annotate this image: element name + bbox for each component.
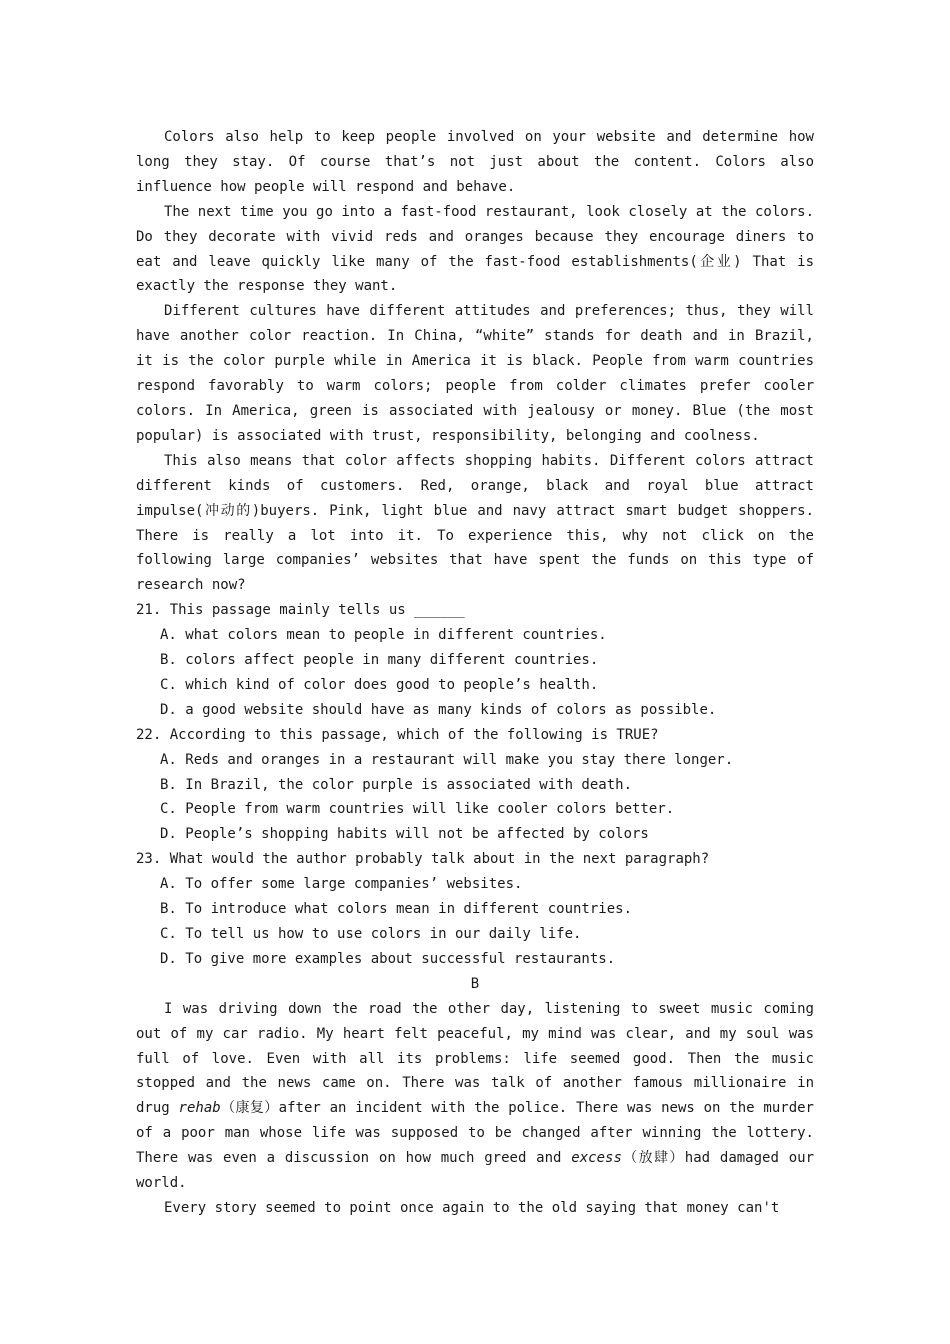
- question-stem: 23. What would the author probably talk about in the next paragraph?: [136, 851, 710, 868]
- question-option: C. People from warm countries will like cooler colors better.: [160, 801, 675, 818]
- question-option: B. colors affect people in many different countries.: [160, 652, 599, 669]
- question-option: A. what colors mean to people in different countries.: [160, 627, 607, 644]
- passage-a-paragraph: The next time you go into a fast-food restaurant, look closely at the colors. Do they decorate with vivid reds and oranges because they encourage diners to eat and leave quickly like many of the fast-food establishments(企业) That is exactly the response they want.: [136, 203, 814, 295]
- question-22: [136, 723, 814, 848]
- question-stem: 21. This passage mainly tells us ______: [136, 602, 465, 619]
- section-heading-b: B: [470, 975, 480, 992]
- passage-a-paragraph: Colors also help to keep people involved on your website and determine how long they stay. Of course that’s not just about the content. Colors also influence how people will respond and behave.: [136, 129, 814, 195]
- passage-b-text: （放肆）had damaged our world.: [136, 1150, 815, 1192]
- question-option: B. In Brazil, the color purple is associated with death.: [160, 776, 633, 793]
- question-option: A. To offer some large companies’ websites.: [160, 876, 523, 893]
- passage-a-paragraph: Different cultures have different attitudes and preferences; thus, they will have another color reaction. In China, “white” stands for death and in Brazil, it is the color purple while in America it is black. People from warm countries respond favorably to warm colors; people from colder climates prefer cooler colors. In America, green is associated with jealousy or money. Blue (the most popular) is associated with trust, responsibility, belonging and coolness.: [136, 303, 814, 444]
- passage-b-paragraph: [136, 997, 814, 1196]
- question-option: A. Reds and oranges in a restaurant will make you stay there longer.: [160, 751, 734, 768]
- question-option: D. a good website should have as many kinds of colors as possible.: [160, 701, 717, 718]
- question-option: C. To tell us how to use colors in our daily life.: [160, 926, 582, 942]
- question-stem: 22. According to this passage, which of the following is TRUE?: [136, 726, 659, 743]
- passage-b-paragraph: Every story seemed to point once again to the old saying that money can't: [164, 1199, 780, 1216]
- passage-b-text: I was driving down the road the other day, listening to sweet music coming out of my car radio. My heart felt peaceful, my mind was clear, and my soul was full of love. Even with all its problems: life seemed good. Then the music stopped and the news came on. There was talk of another famous millionaire in drug: [136, 1000, 814, 1117]
- question-option: D. To give more examples about successful restaurants.: [160, 950, 616, 967]
- document-page: [136, 125, 814, 1221]
- glossed-term: rehab: [178, 1100, 221, 1117]
- question-21: [136, 598, 814, 723]
- passage-b-text: （康复）after an incident with the police. There was news on the murder of a poor man whose life was supposed to be changed after winning the lottery. There was even a discussion on how much greed and: [136, 1100, 814, 1167]
- question-option: B. To introduce what colors mean in different countries.: [160, 901, 633, 918]
- question-option: D. People’s shopping habits will not be affected by colors: [160, 826, 649, 843]
- passage-a-paragraph: This also means that color affects shopping habits. Different colors attract different kinds of customers. Red, orange, black and royal blue attract impulse(冲动的)buyers. Pink, light blue and navy attract smart budget shoppers. There is really a lot into it. To experience this, why not click on the following large companies’ websites that have spent the funds on this type of research now?: [136, 452, 814, 594]
- glossed-term: excess: [571, 1150, 622, 1167]
- question-23: [136, 847, 814, 972]
- question-option: C. which kind of color does good to people’s health.: [160, 676, 599, 693]
